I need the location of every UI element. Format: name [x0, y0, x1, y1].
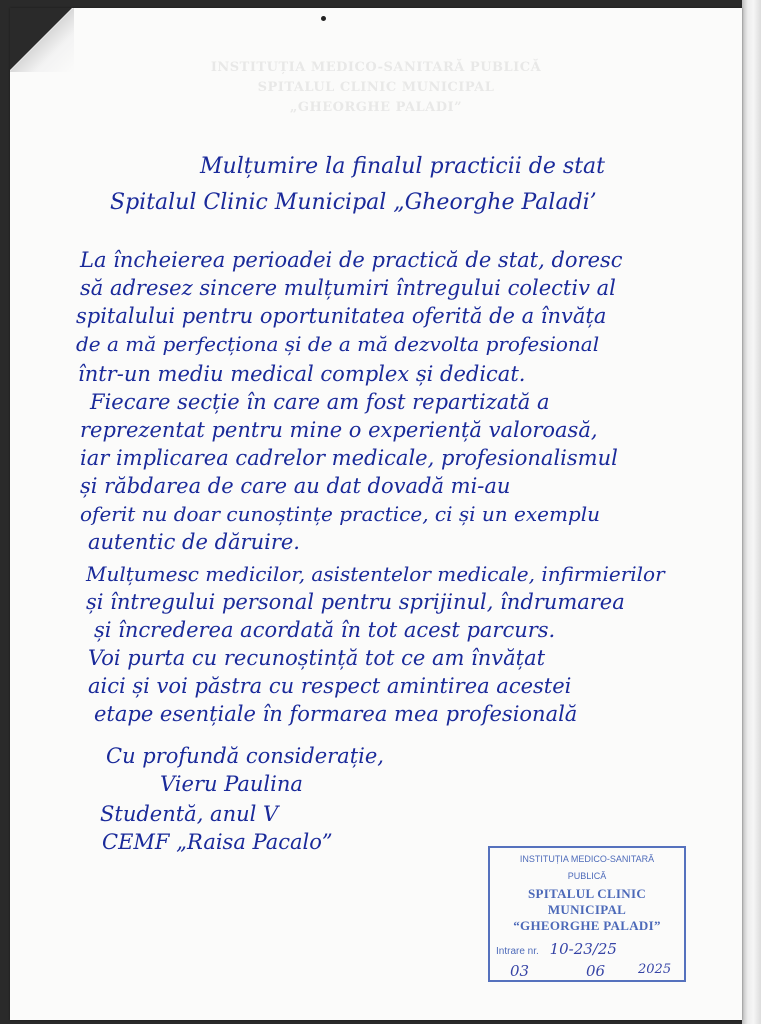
letter-sheet: [10, 8, 742, 1020]
stamp-hospital-name-1: SPITALUL CLINIC: [527, 886, 647, 901]
body-line: și încrederea acordată în tot acest parcurs.: [94, 618, 556, 642]
ghost-header-line-1: INSTITUȚIA MEDICO-SANITARĂ PUBLICĂ: [210, 60, 542, 75]
body-line: reprezentat pentru mine o experiență valoroasă,: [80, 418, 598, 442]
stamp-date-year: 2025: [638, 962, 672, 977]
closing-formula: Cu profundă considerație,: [106, 744, 384, 768]
body-line: Fiecare secție în care am fost repartizată a: [90, 390, 550, 414]
letter-title-line-2: Spitalul Clinic Municipal „Gheorghe Paladi’: [110, 190, 597, 215]
body-line: să adresez sincere mulțumiri întregului colectiv al: [80, 276, 616, 300]
body-line: spitalului pentru oportunitatea oferită de a învăța: [76, 304, 607, 328]
page-edge-shadow: [742, 0, 761, 1024]
stamp-date-month: 06: [586, 962, 606, 980]
body-line: autentic de dăruire.: [88, 530, 300, 554]
stamp-institution-type: INSTITUȚIA MEDICO-SANITARĂ: [519, 854, 655, 864]
ghost-header-line-3: „GHEORGHE PALADI”: [289, 100, 463, 115]
college-name: CEMF „Raisa Pacalo”: [102, 830, 333, 854]
body-line: de a mă perfecționa și de a mă dezvolta profesional: [76, 332, 600, 356]
body-line: și răbdarea de care au dat dovadă mi-au: [80, 474, 511, 498]
registration-stamp: [488, 846, 686, 982]
letter-title-line-1: Mulțumire la finalul practicii de stat: [200, 154, 605, 179]
body-line: oferit nu doar cunoștințe practice, ci și un exemplu: [80, 502, 601, 526]
stamp-hospital-name-3: “GHEORGHE PALADI”: [513, 918, 661, 933]
student-year: Studentă, anul V: [100, 802, 279, 826]
staple-hole: [321, 16, 326, 21]
stamp-entry-label: Intrare nr.: [496, 946, 539, 957]
body-line: și întregului personal pentru sprijinul, îndrumarea: [86, 590, 625, 614]
body-line: iar implicarea cadrelor medicale, profesionalismul: [80, 446, 618, 470]
stamp-hospital-name-2: MUNICIPAL: [547, 902, 627, 917]
stamp-date-day: 03: [510, 962, 530, 980]
stamp-entry-number: 10-23/25: [549, 940, 617, 958]
ghost-header-line-2: SPITALUL CLINIC MUNICIPAL: [257, 80, 495, 95]
body-line: La încheierea perioadei de practică de stat, doresc: [80, 248, 623, 272]
body-line: Voi purta cu recunoștință tot ce am învățat: [88, 646, 546, 670]
body-line: într-un mediu medical complex și dedicat.: [78, 362, 526, 386]
body-line: aici și voi păstra cu respect amintirea acestei: [88, 674, 572, 698]
signature-name: Vieru Paulina: [160, 772, 303, 796]
body-line: Mulțumesc medicilor, asistentelor medicale, infirmierilor: [86, 562, 665, 586]
body-line: etape esențiale în formarea mea profesională: [94, 702, 578, 726]
stamp-institution-type-2: PUBLICĂ: [567, 871, 607, 881]
